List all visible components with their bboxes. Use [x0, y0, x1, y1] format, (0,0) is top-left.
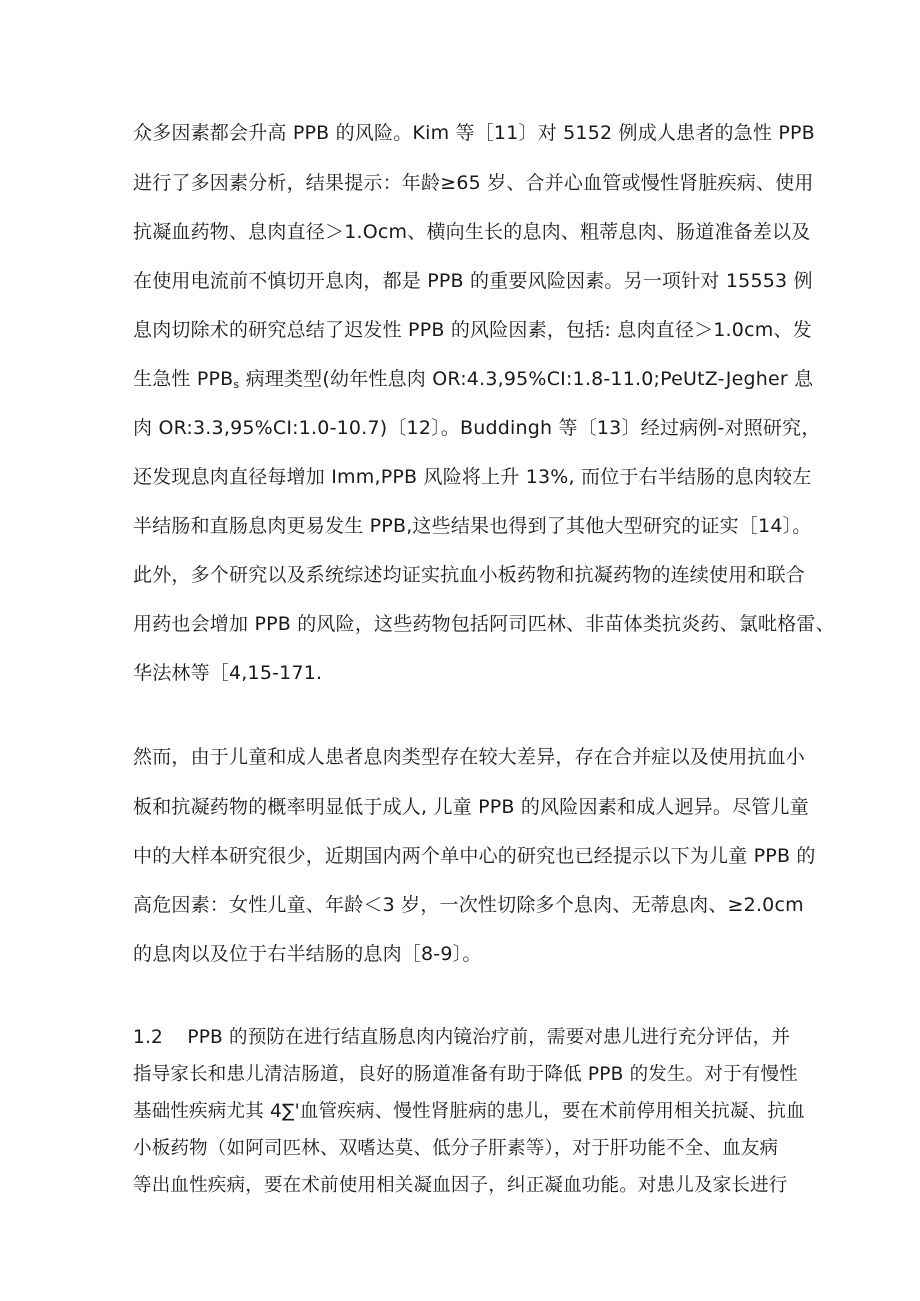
text-line: 抗凝血药物、息肉直径＞1.Ocm、横向生长的息肉、粗蒂息肉、肠道准备差以及 — [133, 221, 811, 243]
text-line: 还发现息肉直径每增加 Imm,PPB 风险将上升 13%, 而位于右半结肠的息肉较左 — [133, 466, 812, 488]
text-line: 息肉切除术的研究总结了迟发性 PPB 的风险因素，包括: 息肉直径＞1.0cm、发 — [133, 319, 812, 341]
text-line: 然而，由于儿童和成人患者息肉类型存在较大差异，存在合并症以及使用抗血小 — [133, 746, 806, 768]
text-segment: 病理类型(幼年性息肉 OR:4.3,95%CI:1.8-11.0;PeUtZ-Jegher 息 — [245, 368, 814, 390]
text-line: 众多因素都会升高 PPB 的风险。Kim 等［11〕对 5152 例成人患者的急性 PPB — [133, 122, 815, 144]
text-line: 肉 OR:3.3,95%CI:1.0-10.7)〔12〕。Buddingh 等〔13〕经过病例-对照研究， — [133, 417, 821, 439]
text-line: 半结肠和直肠息肉更易发生 PPB,这些结果也得到了其他大型研究的证实［14〕。 — [133, 515, 812, 537]
text-line: 指导家长和患儿清洁肠道，良好的肠道准备有助于降低 PPB 的发生。对于有慢性 — [133, 1064, 798, 1085]
text-line: 的息肉以及位于右半结肠的息肉［8-9〕。 — [133, 943, 482, 965]
text-segment: 生急性 PPB — [133, 368, 234, 390]
text-line: 高危因素：女性儿童、年龄＜3 岁，一次性切除多个息肉、无蒂息肉、≥2.0cm — [133, 894, 804, 916]
section-heading-line: 1.2 PPB 的预防在进行结直肠息肉内镜治疗前，需要对患儿进行充分评估，并 — [133, 1027, 791, 1048]
text-line: 基础性疾病尤其 4∑'血管疾病、慢性肾脏病的患儿，要在术前停用相关抗凝、抗血 — [133, 1101, 805, 1122]
text-line-with-subscript — [133, 367, 813, 397]
text-line: 此外，多个研究以及系统综述均证实抗血小板药物和抗凝药物的连续使用和联合 — [133, 564, 806, 586]
subscript: s — [233, 378, 240, 391]
text-line: 华法林等［4,15-171. — [133, 662, 323, 684]
text-line: 进行了多因素分析，结果提示：年龄≥65 岁、合并心血管或慢性肾脏疾病、使用 — [133, 172, 814, 194]
text-line: 小板药物（如阿司匹林、双嗜达莫、低分子肝素等），对于肝功能不全、血友病 — [133, 1138, 779, 1159]
text-line: 中的大样本研究很少，近期国内两个单中心的研究也已经提示以下为儿童 PPB 的 — [133, 845, 816, 867]
text-line: 用药也会增加 PPB 的风险，这些药物包括阿司匹林、非苗体类抗炎药、氯吡格雷、 — [133, 613, 835, 635]
text-line: 板和抗凝药物的概率明显低于成人, 儿童 PPB 的风险因素和成人迥异。尽管儿童 — [133, 796, 809, 818]
text-line: 等出血性疾病，要在术前使用相关凝血因子，纠正凝血功能。对患儿及家长进行 — [133, 1175, 788, 1196]
text-line: 在使用电流前不慎切开息肉，都是 PPB 的重要风险因素。另一项针对 15553 例 — [133, 270, 813, 292]
